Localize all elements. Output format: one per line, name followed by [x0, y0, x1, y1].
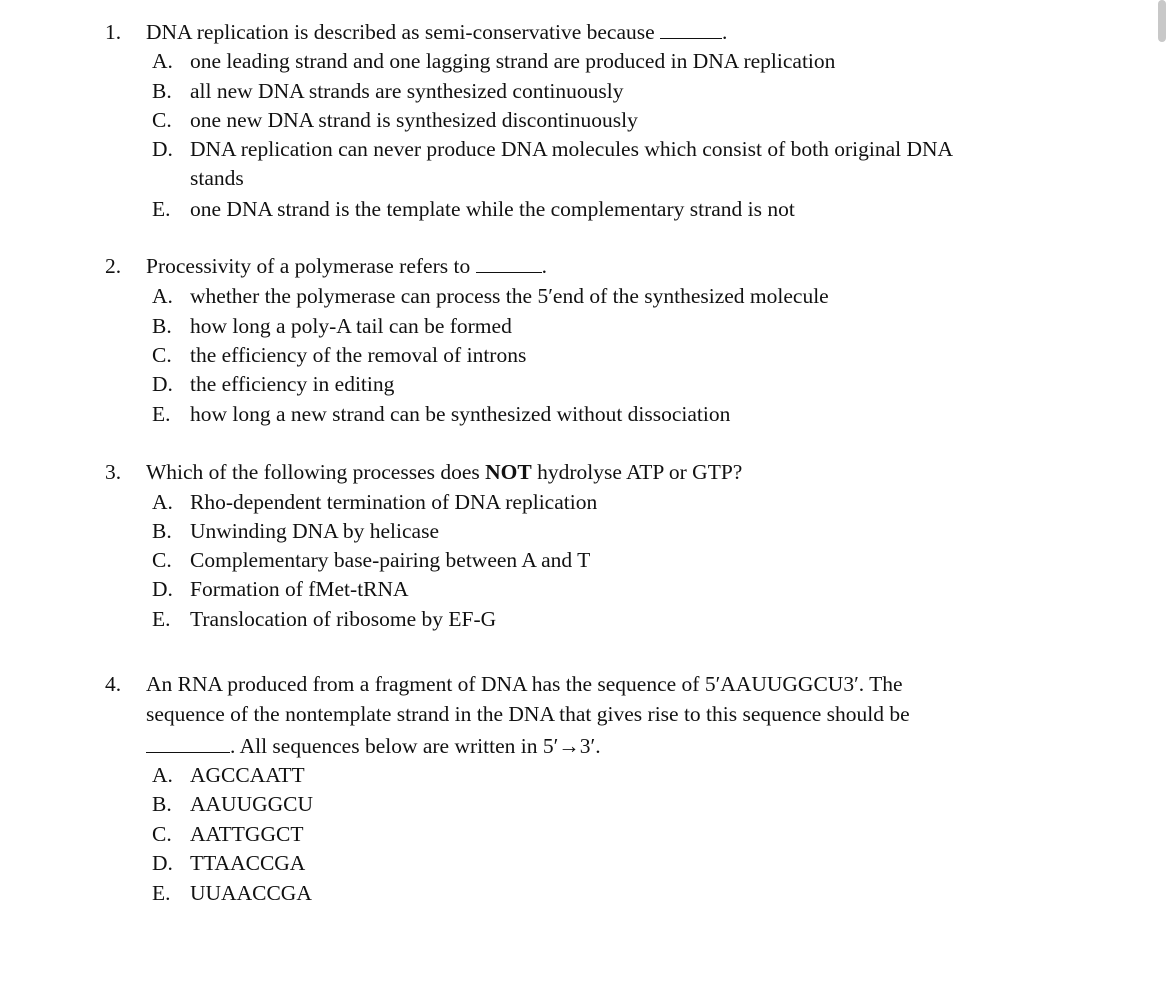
option-c[interactable]: C. Complementary base-pairing between A and T [152, 548, 591, 572]
question-stem-line-1: An RNA produced from a fragment of DNA has the sequence of 5′AAUUGGCU3′. The [146, 672, 903, 696]
option-e[interactable]: E. Translocation of ribosome by EF-G [152, 607, 497, 631]
option-e[interactable]: E. one DNA strand is the template while the complementary strand is not [152, 197, 795, 221]
answer-blank [146, 734, 230, 753]
answer-blank [476, 254, 542, 273]
option-b[interactable]: B. AAUUGGCU [152, 792, 314, 816]
question-number: 1. [105, 20, 122, 44]
option-d[interactable]: D. Formation of fMet-tRNA [152, 577, 409, 601]
option-c[interactable]: C. one new DNA strand is synthesized discontinuously [152, 108, 638, 132]
emphasis-not: NOT [485, 460, 532, 484]
option-a[interactable]: A. AGCCAATT [152, 763, 305, 787]
option-b[interactable]: B. how long a poly-A tail can be formed [152, 314, 512, 338]
option-d[interactable]: D. TTAACCGA [152, 851, 306, 875]
question-stem-line-3: . All sequences below are written in 5′→3′. [146, 732, 601, 760]
question-stem: DNA replication is described as semi-conservative because . [146, 20, 728, 44]
question-number: 2. [105, 254, 122, 278]
option-d-continuation: stands [190, 166, 244, 190]
option-a[interactable]: A. Rho-dependent termination of DNA replication [152, 490, 598, 514]
question-stem-line-2: sequence of the nontemplate strand in the DNA that gives rise to this sequence should be [146, 702, 910, 726]
question-stem: Which of the following processes does NOT hydrolyse ATP or GTP? [146, 460, 743, 484]
option-b[interactable]: B. Unwinding DNA by helicase [152, 519, 440, 543]
option-e[interactable]: E. UUAACCGA [152, 881, 312, 905]
option-c[interactable]: C. AATTGGCT [152, 822, 304, 846]
option-a[interactable]: A. one leading strand and one lagging strand are produced in DNA replication [152, 49, 836, 73]
question-number: 4. [105, 672, 122, 696]
option-b[interactable]: B. all new DNA strands are synthesized continuously [152, 79, 624, 103]
option-a[interactable]: A. whether the polymerase can process the 5′end of the synthesized molecule [152, 284, 829, 308]
answer-blank [660, 20, 722, 39]
question-number: 3. [105, 460, 122, 484]
question-stem: Processivity of a polymerase refers to . [146, 254, 547, 278]
option-e[interactable]: E. how long a new strand can be synthesized without dissociation [152, 402, 731, 426]
option-c[interactable]: C. the efficiency of the removal of introns [152, 343, 527, 367]
option-d[interactable]: D. DNA replication can never produce DNA molecules which consist of both original DNA [152, 137, 954, 161]
option-d[interactable]: D. the efficiency in editing [152, 372, 395, 396]
scrollbar[interactable] [1158, 0, 1166, 42]
